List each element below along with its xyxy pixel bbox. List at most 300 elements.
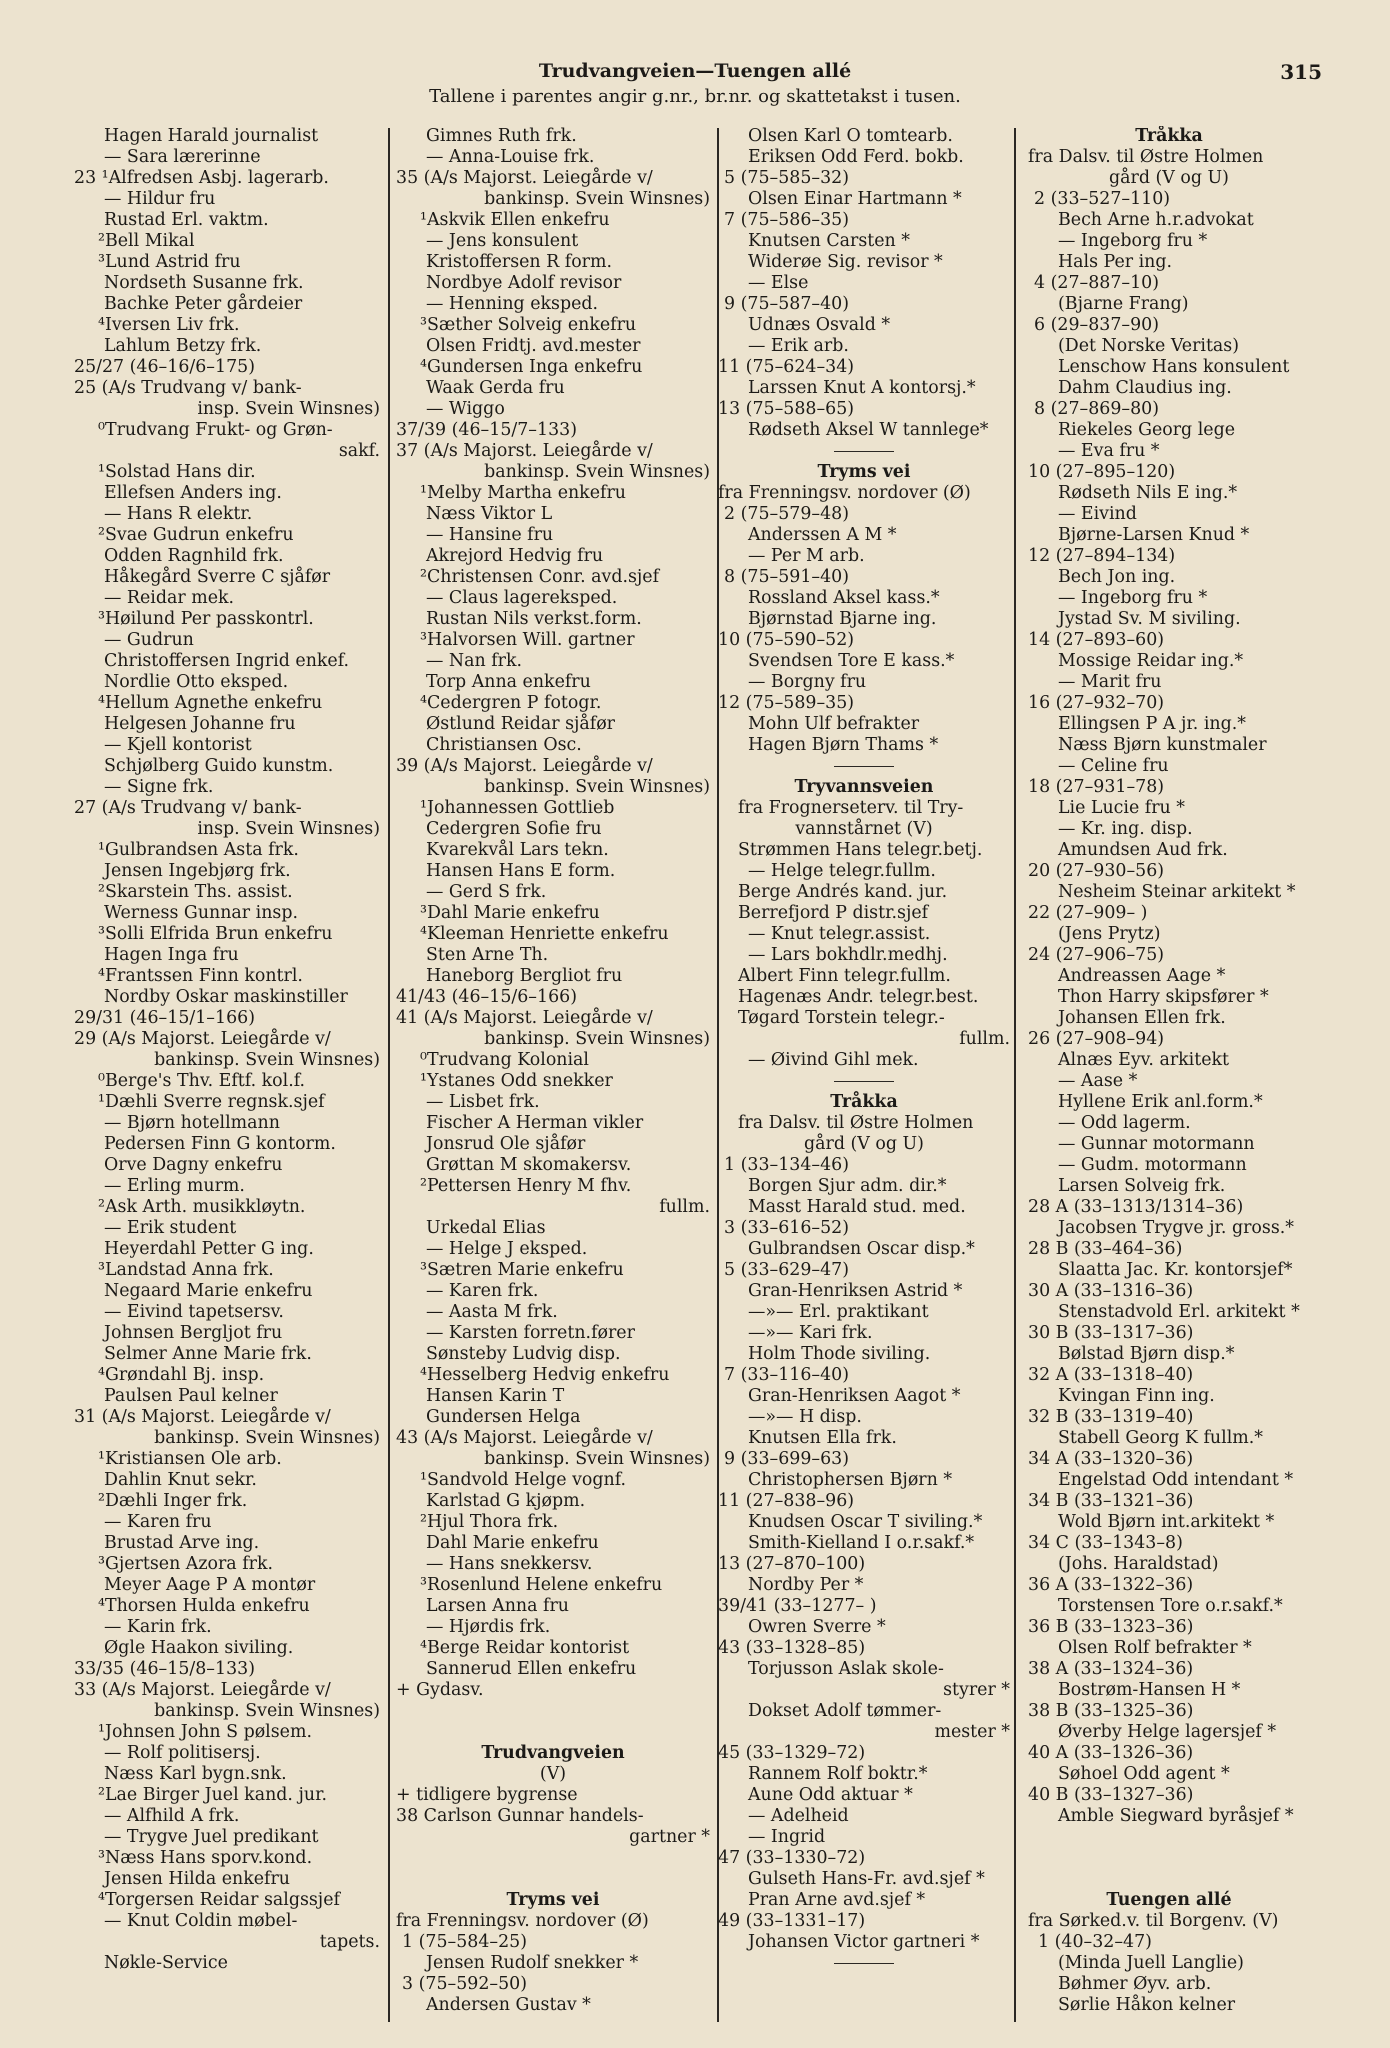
directory-line: — Karen frk. [426,1281,539,1301]
directory-line: Borgen Sjur adm. dir.* [748,1176,947,1196]
directory-line: 41 (A/s Majorst. Leiegårde v/ [396,1008,653,1028]
directory-line: ⁴Grøndahl Bj. insp. [98,1365,265,1385]
directory-line: Hansen Karin T [426,1386,565,1406]
directory-line: Riekeles Georg lege [1058,420,1235,440]
directory-line: — Erik arb. [748,336,849,356]
directory-line: ³Høilund Per passkontrl. [98,609,314,629]
directory-line: — Erling murm. [104,1176,245,1196]
directory-line: Alnæs Eyv. arkitekt [1058,1050,1230,1070]
directory-line: bankinsp. Svein Winsnes) [154,1050,380,1070]
directory-line: gartner * [629,1827,710,1847]
directory-line: Helgesen Johanne fru [104,714,296,734]
directory-line: ¹Gulbrandsen Asta frk. [98,840,299,860]
directory-line: Larsen Anna fru [426,1596,569,1616]
directory-line: ⁴Torgersen Reidar salgssjef [98,1890,340,1910]
section-separator [718,441,1010,462]
directory-line: 49 (33–1331–17) [718,1911,866,1931]
street-heading: Tråkka [830,1092,898,1112]
directory-line: — Bjørn hotellmann [104,1113,280,1133]
street-heading: Tråkka [1135,126,1203,146]
directory-line: Jensen Ingebjørg frk. [104,861,291,881]
directory-line: ³Solli Elfrida Brun enkefru [98,924,333,944]
directory-line: (Minda Juell Langlie) [1058,1953,1244,1973]
directory-line: 23 ¹Alfredsen Asbj. lagerarb. [74,168,329,188]
directory-line: vannstårnet (V) [795,819,933,839]
directory-line: — Rolf politisersj. [104,1743,261,1763]
directory-line: — Ingeborg fru * [1058,231,1208,251]
directory-line: bankinsp. Svein Winsnes) [154,1701,380,1721]
directory-line: 22 (27–909– ) [1028,903,1148,923]
directory-line: Nordseth Susanne frk. [104,273,304,293]
directory-line: Rustan Nils verkst.form. [426,609,642,629]
directory-line: 30 A (33–1316–36) [1028,1281,1194,1301]
directory-line: (Det Norske Veritas) [1058,336,1240,356]
directory-line: Fischer A Herman vikler [426,1113,644,1133]
directory-line: Bachke Peter gårdeier [104,294,303,314]
directory-line: ³Lund Astrid fru [98,252,241,272]
directory-line: Rustad Erl. vaktm. [104,210,269,230]
directory-line: — Øivind Gihl mek. [748,1050,919,1070]
directory-line: tapets. [319,1932,380,1952]
directory-line: Schjølberg Guido kunstm. [104,756,334,776]
directory-line: Masst Harald stud. med. [748,1197,966,1217]
directory-line: 36 A (33–1322–36) [1028,1575,1194,1595]
directory-line: 39/41 (33–1277– ) [718,1596,877,1616]
directory-line: 8 (27–869–80) [1034,399,1160,419]
directory-line: 10 (75–590–52) [718,630,855,650]
directory-line: Widerøe Sig. revisor * [748,252,943,272]
directory-line: Sørlie Håkon kelner [1058,1995,1236,2015]
directory-line: fra Frognerseterv. til Try- [738,798,964,818]
directory-line: Gran-Henriksen Aagot * [748,1386,961,1406]
directory-line: — Celine fru [1058,756,1169,776]
directory-line: Johansen Victor gartneri * [748,1932,980,1952]
directory-line: Hals Per ing. [1058,252,1173,272]
directory-line: Owren Sverre * [748,1617,886,1637]
directory-line: Bjørne-Larsen Knud * [1058,525,1250,545]
directory-line: 40 B (33–1327–36) [1028,1785,1194,1805]
directory-line: Hyllene Erik anl.form.* [1058,1092,1263,1112]
directory-line: — Helge J eksped. [426,1239,588,1259]
directory-line: Torjusson Aslak skole- [748,1659,944,1679]
directory-line: ³Rosenlund Helene enkefru [420,1575,663,1595]
directory-line: Jonsrud Ole sjåfør [426,1134,586,1154]
directory-line: 7 (75–586–35) [724,210,850,230]
directory-line: Gundersen Helga [426,1407,581,1427]
directory-line: 27 (A/s Trudvang v/ bank- [74,798,302,818]
directory-line: — Eivind tapetsersv. [104,1302,284,1322]
directory-line: — Per M arb. [748,546,865,566]
directory-line: insp. Svein Winsnes) [197,819,380,839]
directory-line: ⁴Cedergren P fotogr. [420,693,602,713]
directory-line: bankinsp. Svein Winsnes) [484,1449,710,1469]
directory-line: 39 (A/s Majorst. Leiegårde v/ [396,756,653,776]
directory-line: — Hans R elektr. [104,504,253,524]
directory-line: 36 B (33–1323–36) [1028,1617,1194,1637]
directory-line: + Gydasv. [396,1680,484,1700]
directory-line: ⁰Berge's Thv. Eftf. kol.f. [98,1071,306,1091]
directory-line: Nordbye Adolf revisor [426,273,622,293]
directory-line: ³Sætren Marie enkefru [420,1260,624,1280]
directory-line: ³Dahl Marie enkefru [420,903,600,923]
directory-line: Selmer Anne Marie frk. [104,1344,312,1364]
directory-line: Sten Arne Th. [426,945,549,965]
directory-line: Knutsen Carsten * [748,231,910,251]
directory-line: —»— H disp. [748,1407,862,1427]
directory-line: 11 (75–624–34) [718,357,855,377]
directory-line: ²Lae Birger Juel kand. jur. [98,1785,327,1805]
directory-line: Holm Thode siviling. [748,1344,931,1364]
directory-line: fra Frenningsv. nordover (Ø) [396,1911,649,1931]
directory-line: Sannerud Ellen enkefru [426,1659,637,1679]
directory-line: Bech Jon ing. [1058,567,1176,587]
directory-line: — Lisbet frk. [426,1092,540,1112]
directory-line: Slaatta Jac. Kr. kontorsjef* [1058,1260,1293,1280]
directory-line: Rannem Rolf boktr.* [748,1764,928,1784]
directory-line: ³Landstad Anna frk. [98,1260,274,1280]
directory-line: Ellefsen Anders ing. [104,483,282,503]
directory-line: — Hjørdis frk. [426,1617,551,1637]
directory-line: Johansen Ellen frk. [1058,1008,1226,1028]
directory-line: 12 (75–589–35) [718,693,855,713]
directory-line: 37 (A/s Majorst. Leiegårde v/ [396,441,653,461]
directory-line: Kvingan Finn ing. [1058,1386,1215,1406]
directory-line: 16 (27–932–70) [1028,693,1165,713]
directory-line: 26 (27–908–94) [1028,1029,1165,1049]
directory-line: Odden Ragnhild frk. [104,546,284,566]
directory-line: — Erik student [104,1218,237,1238]
directory-line: Jensen Hilda enkefru [104,1869,290,1889]
directory-line: Nøkle-Service [104,1953,228,1973]
directory-line: 43 (A/s Majorst. Leiegårde v/ [396,1428,653,1448]
directory-line: 9 (75–587–40) [724,294,850,314]
directory-line: 40 A (33–1326–36) [1028,1743,1194,1763]
directory-line: — Sara lærerinne [104,147,261,167]
directory-line: Rødseth Nils E ing.* [1058,483,1238,503]
directory-line: Næss Viktor L [426,504,553,524]
directory-line: Hagen Inga fru [104,945,239,965]
directory-line: 33 (A/s Majorst. Leiegårde v/ [74,1680,331,1700]
directory-line: ³Sæther Solveig enkefru [420,315,637,335]
directory-line: gård (V og U) [804,1134,924,1154]
directory-line: (Johs. Haraldstad) [1058,1554,1219,1574]
directory-line: Bølstad Bjørn disp.* [1058,1344,1235,1364]
directory-line: — Marit fru [1058,672,1162,692]
directory-line: — Karin frk. [104,1617,212,1637]
directory-line: Nesheim Steinar arkitekt * [1058,882,1296,902]
blank-line [396,1701,710,1722]
directory-line: Strømmen Hans telegr.betj. [738,840,983,860]
directory-line: Andersen Gustav * [426,1995,591,2015]
directory-line: fullm. [959,1029,1010,1049]
directory-line: Lahlum Betzy frk. [104,336,262,356]
column-divider [388,128,390,2022]
street-heading: Tuengen allé [1106,1890,1232,1910]
directory-line: 34 C (33–1343–8) [1028,1533,1183,1553]
section-separator [718,756,1010,777]
directory-line: fullm. [659,1197,710,1217]
directory-line: Jystad Sv. M siviling. [1058,609,1241,629]
directory-line: — Borgny fru [748,672,867,692]
directory-line: — Jens konsulent [426,231,579,251]
directory-line: Hagenæs Andr. telegr.best. [738,987,979,1007]
directory-line: (Bjarne Frang) [1058,294,1189,314]
directory-line: 11 (27–838–96) [718,1491,855,1511]
directory-line: Larsen Solveig frk. [1058,1176,1226,1196]
directory-line: Mohn Ulf befrakter [748,714,920,734]
directory-line: ²Ask Arth. musikkløytn. [98,1197,306,1217]
directory-line: — Ingeborg fru * [1058,588,1208,608]
directory-line: 32 A (33–1318–40) [1028,1365,1194,1385]
directory-line: Udnæs Osvald * [748,315,891,335]
directory-line: ²Bell Mikal [98,231,195,251]
directory-line: — Gerd S frk. [426,882,547,902]
directory-line: Andreassen Aage * [1058,966,1226,986]
directory-line: 31 (A/s Majorst. Leiegårde v/ [74,1407,331,1427]
directory-line: sakf. [338,441,380,461]
directory-line: 5 (75–585–32) [724,168,850,188]
directory-line: Stenstadvold Erl. arkitekt * [1058,1302,1300,1322]
directory-line: Pedersen Finn G kontorm. [104,1134,336,1154]
directory-line: gård (V og U) [1109,168,1229,188]
directory-line: —»— Erl. praktikant [748,1302,929,1322]
directory-line: Jensen Rudolf snekker * [426,1953,639,1973]
directory-line: Olsen Karl O tomtearb. [748,126,953,146]
directory-line: 2 (33–527–110) [1034,189,1171,209]
directory-line: ²Pettersen Henry M fhv. [420,1176,632,1196]
directory-line: — Gudrun [104,630,194,650]
directory-line: — Claus lagereksped. [426,588,618,608]
directory-line: 41/43 (46–15/6–166) [396,987,577,1007]
directory-line: Kristoffersen R form. [426,252,613,272]
directory-line: 9 (33–699–63) [724,1449,850,1469]
directory-line: Hansen Hans E form. [426,861,616,881]
directory-line: 45 (33–1329–72) [718,1743,866,1763]
directory-line: ¹Dæhli Sverre regnsk.sjef [98,1092,325,1112]
directory-line: Nordlie Otto eksped. [104,672,289,692]
directory-line: Nordby Per * [748,1575,864,1595]
directory-line: ²Christensen Conr. avd.sjef [420,567,660,587]
directory-line: ³Halvorsen Will. gartner [420,630,635,650]
directory-line: insp. Svein Winsnes) [197,399,380,419]
directory-line: Karlstad G kjøpm. [426,1491,586,1511]
directory-line: — Hildur fru [104,189,216,209]
directory-line: (Jens Prytz) [1058,924,1161,944]
blank-line [396,1869,710,1890]
directory-line: — Henning eksped. [426,294,599,314]
directory-line: — Aase * [1058,1071,1138,1091]
directory-line: 34 A (33–1320–36) [1028,1449,1194,1469]
directory-line: Larssen Knut A kontorsj.* [748,378,976,398]
directory-line: Dokset Adolf tømmer- [748,1701,942,1721]
section-separator [718,1071,1010,1092]
directory-line: 3 (75–592–50) [402,1974,528,1994]
directory-line: Hagen Bjørn Thams * [748,735,939,755]
directory-line: 4 (27–887–10) [1034,273,1160,293]
directory-line: Berge Andrés kand. jur. [738,882,948,902]
directory-line: ²Hjul Thora frk. [420,1512,559,1532]
page-number: 315 [1280,60,1322,84]
directory-line: Urkedal Elias [426,1218,546,1238]
directory-line: 35 (A/s Majorst. Leiegårde v/ [396,168,653,188]
directory-line: Torstensen Tore o.r.sakf.* [1058,1596,1283,1616]
directory-line: Dahm Claudius ing. [1058,378,1232,398]
directory-line: — Ingrid [748,1827,826,1847]
directory-line: — Reidar mek. [104,588,235,608]
directory-line: ⁴Gundersen Inga enkefru [420,357,643,377]
directory-line: ³Næss Hans sporv.kond. [98,1848,313,1868]
directory-line: Hagen Harald journalist [104,126,319,146]
directory-line: Øverby Helge lagersjef * [1058,1722,1277,1742]
directory-line: 18 (27–931–78) [1028,777,1165,797]
directory-line: Olsen Fridtj. avd.mester [426,336,641,356]
column-2 [396,126,710,2048]
blank-line [396,1722,710,1743]
directory-line: Amundsen Aud frk. [1058,840,1228,860]
directory-line: — Knut Coldin møbel- [104,1911,298,1931]
directory-line: ⁴Thorsen Hulda enkefru [98,1596,310,1616]
directory-line: — Karen fru [104,1512,212,1532]
directory-line: (V) [539,1764,567,1784]
directory-line: 3 (33–616–52) [724,1218,850,1238]
directory-line: ¹Ystanes Odd snekker [420,1071,613,1091]
blank-line [396,1848,710,1869]
directory-line: Svendsen Tore E kass.* [748,651,955,671]
directory-line: bankinsp. Svein Winsnes) [484,777,710,797]
directory-line: — Kjell kontorist [104,735,252,755]
directory-line: Waak Gerda fru [426,378,565,398]
directory-line: — Signe frk. [104,777,214,797]
directory-line: Meyer Aage P A montør [104,1575,316,1595]
directory-line: Knutsen Ella frk. [748,1428,897,1448]
directory-line: Berrefjord P distr.sjef [738,903,929,923]
directory-line: ⁴Berge Reidar kontorist [420,1638,630,1658]
directory-line: — Kr. ing. disp. [1058,819,1193,839]
directory-line: Øgle Haakon siviling. [104,1638,294,1658]
directory-line: ²Dæhli Inger frk. [98,1491,248,1511]
directory-line: — Gudm. motormann [1058,1155,1247,1175]
directory-line: — Nan frk. [426,651,523,671]
directory-line: ¹Johannessen Gottlieb [420,798,615,818]
directory-line: Olsen Rolf befrakter * [1058,1638,1252,1658]
column-3 [718,126,1010,2048]
directory-line: Amble Siegward byråsjef * [1058,1806,1294,1826]
directory-line: 24 (27–906–75) [1028,945,1165,965]
directory-line: Mossige Reidar ing.* [1058,651,1244,671]
directory-line: Rødseth Aksel W tannlege* [748,420,989,440]
section-separator [718,1953,1010,1974]
directory-line: 37/39 (46–15/7–133) [396,420,577,440]
directory-line: 2 (75–579–48) [724,504,850,524]
directory-line: 20 (27–930–56) [1028,861,1165,881]
directory-line: Gulseth Hans-Fr. avd.sjef * [748,1869,985,1889]
directory-line: Næss Karl bygn.snk. [104,1764,287,1784]
directory-line: Aune Odd aktuar * [748,1785,913,1805]
directory-line: Bech Arne h.r.advokat [1058,210,1254,230]
directory-line: 25/27 (46–16/6–175) [74,357,255,377]
page-subtitle: Tallene i parentes angir g.nr., br.nr. og skattetakst i tusen. [429,86,961,107]
directory-line: ⁴Iversen Liv frk. [98,315,240,335]
directory-line: Albert Finn telegr.fullm. [738,966,951,986]
directory-line: 38 B (33–1325–36) [1028,1701,1194,1721]
directory-line: — Eivind [1058,504,1137,524]
directory-line: bankinsp. Svein Winsnes) [154,1428,380,1448]
directory-line: Grøttan M skomakersv. [426,1155,632,1175]
directory-line: 8 (75–591–40) [724,567,850,587]
directory-line: ⁴Hesselberg Hedvig enkefru [420,1365,670,1385]
directory-line: — Alfhild A frk. [104,1806,240,1826]
directory-line: fra Sørked.v. til Borgenv. (V) [1028,1911,1279,1931]
directory-line: — Odd lagerm. [1058,1113,1191,1133]
directory-line: — Adelheid [748,1806,849,1826]
street-heading: Tryvannsveien [794,777,934,797]
directory-line: Engelstad Odd intendant * [1058,1470,1294,1490]
directory-line: bankinsp. Svein Winsnes) [484,1029,710,1049]
directory-line: — Anna-Louise frk. [426,147,595,167]
directory-line: 29 (A/s Majorst. Leiegårde v/ [74,1029,331,1049]
directory-line: Sønsteby Ludvig disp. [426,1344,621,1364]
directory-line: Wold Bjørn int.arkitekt * [1058,1512,1275,1532]
directory-line: Brustad Arve ing. [104,1533,260,1553]
directory-line: Østlund Reidar sjåfør [426,714,615,734]
directory-line: Jacobsen Trygve jr. gross.* [1058,1218,1294,1238]
directory-line: 28 A (33–1313/1314–36) [1028,1197,1244,1217]
directory-line: Olsen Einar Hartmann * [748,189,962,209]
directory-line: mester * [934,1722,1010,1742]
directory-line: 47 (33–1330–72) [718,1848,866,1868]
directory-line: Haneborg Bergliot fru [426,966,623,986]
directory-line: Gran-Henriksen Astrid * [748,1281,963,1301]
directory-line: ¹Askvik Ellen enkefru [420,210,610,230]
page-title: Trudvangveien—Tuengen allé [538,60,852,82]
directory-line: Werness Gunnar insp. [104,903,298,923]
street-heading: Tryms vei [506,1890,600,1910]
directory-line: Næss Bjørn kunstmaler [1058,735,1267,755]
directory-line: ³Gjertsen Azora frk. [98,1554,274,1574]
directory-line: Bøhmer Øyv. arb. [1058,1974,1212,1994]
directory-line: Bjørnstad Bjarne ing. [748,609,937,629]
directory-line: ⁰Trudvang Kolonial [420,1050,589,1070]
directory-line: — Gunnar motormann [1058,1134,1255,1154]
column-4 [1028,126,1310,2048]
directory-line: ¹Johnsen John S pølsem. [98,1722,312,1742]
directory-line: Knudsen Oscar T siviling.* [748,1512,983,1532]
directory-line: Tøgard Torstein telegr.- [738,1008,945,1028]
directory-line: Dahlin Knut sekr. [104,1470,257,1490]
directory-line: — Aasta M frk. [426,1302,558,1322]
directory-line: Dahl Marie enkefru [426,1533,599,1553]
directory-line: 13 (27–870–100) [718,1554,866,1574]
directory-line: ⁴Hellum Agnethe enkefru [98,693,323,713]
directory-line: Akrejord Hedvig fru [426,546,604,566]
directory-line: — Eva fru * [1058,441,1160,461]
directory-line: ¹Sandvold Helge vognf. [420,1470,627,1490]
directory-line: ⁴Kleeman Henriette enkefru [420,924,669,944]
directory-line: 28 B (33–464–36) [1028,1239,1183,1259]
directory-line: Rossland Aksel kass.* [748,588,940,608]
directory-line: Thon Harry skipsfører * [1058,987,1269,1007]
directory-line: fra Dalsv. til Østre Holmen [1028,147,1264,167]
directory-line: Heyerdahl Petter G ing. [104,1239,314,1259]
directory-line: 1 (75–584–25) [402,1932,528,1952]
directory-line: 33/35 (46–15/8–133) [74,1659,255,1679]
directory-line: Lenschow Hans konsulent [1058,357,1290,377]
directory-line: 6 (29–837–90) [1034,315,1160,335]
directory-line: ¹Solstad Hans dir. [98,462,256,482]
directory-line: — Hansine fru [426,525,554,545]
directory-line: — Trygve Juel predikant [104,1827,319,1847]
directory-line: Cedergren Sofie fru [426,819,602,839]
